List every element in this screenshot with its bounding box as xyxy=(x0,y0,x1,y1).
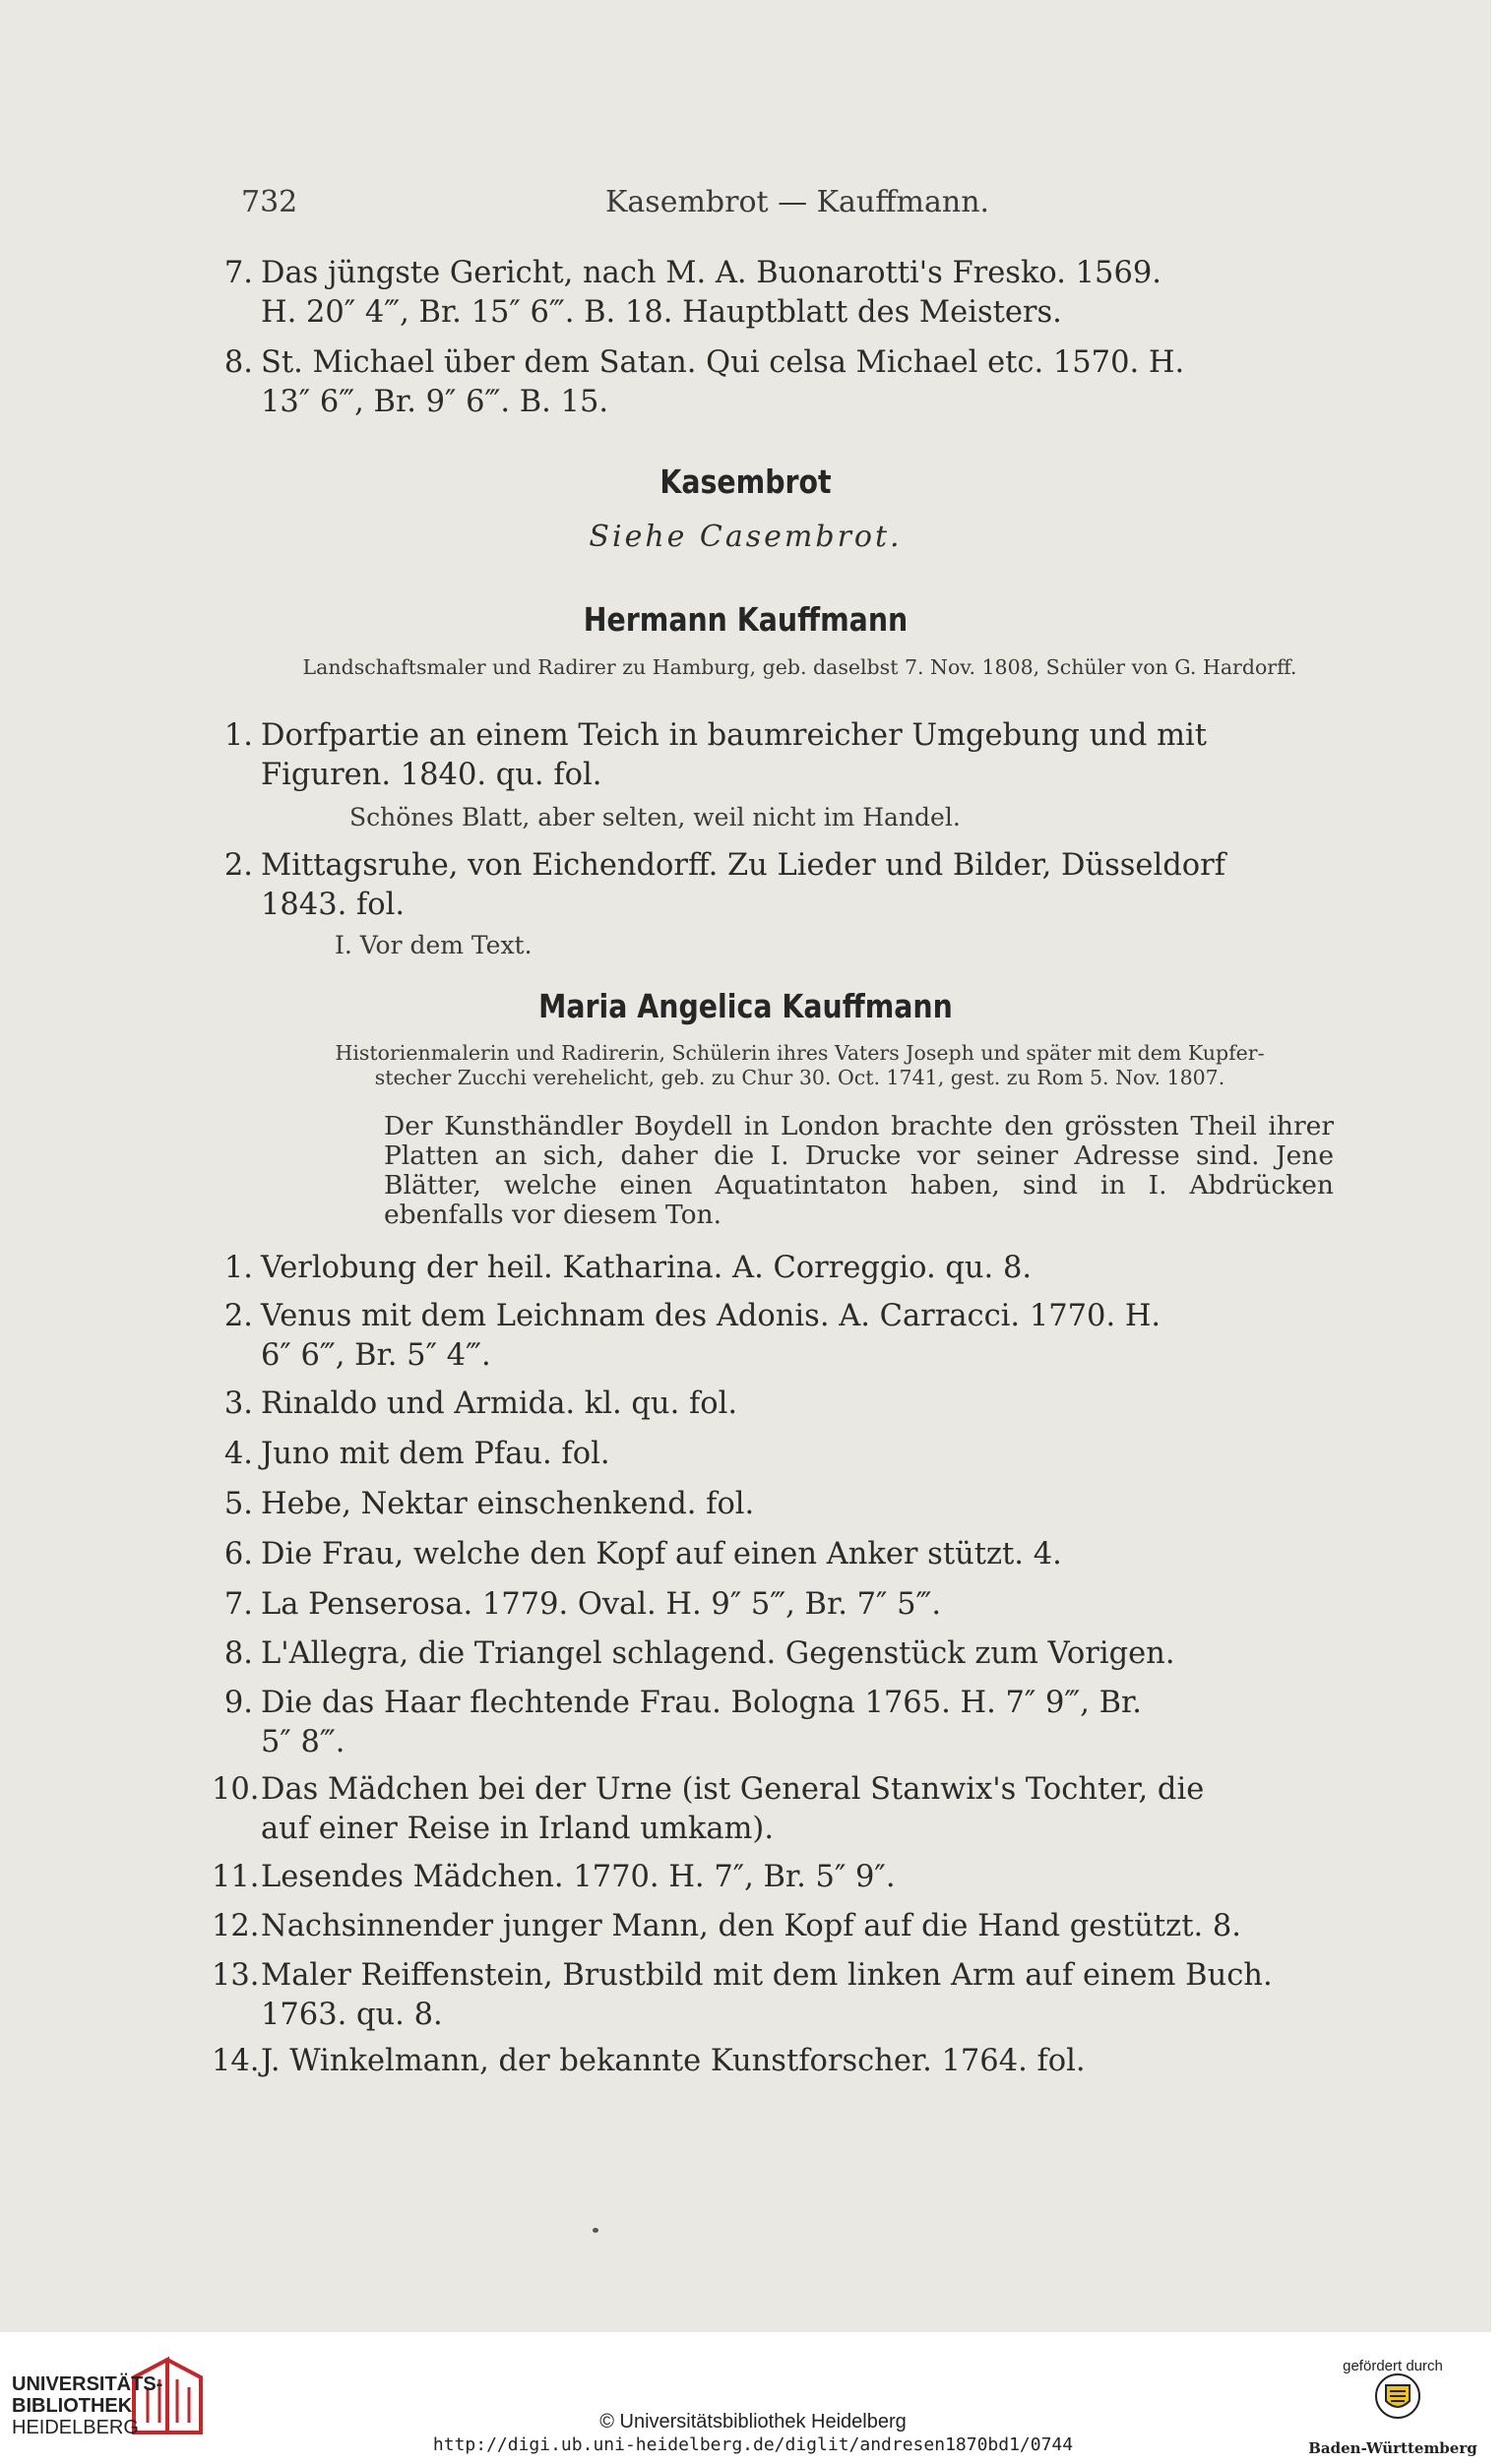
list-item: 12. Nachsinnender junger Mann, den Kopf auf die Hand gestützt. 8. xyxy=(261,1907,1334,1946)
list-item: 1. Dorfpartie an einem Teich in baumreicher Umgebung und mit Figuren. 1840. qu. fol. xyxy=(261,716,1334,795)
list-item: 2. Venus mit dem Leichnam des Adonis. A. Carracci. 1770. H. 6″ 6‴, Br. 5″ 4‴. xyxy=(261,1297,1334,1376)
entry-text: Rinaldo und Armida. kl. qu. fol. xyxy=(261,1386,738,1421)
entry-text: Dorfpartie an einem Teich in baumreicher Umgebung und mit Figuren. 1840. qu. fol. xyxy=(261,718,1208,792)
entry-note: Schönes Blatt, aber selten, weil nicht im Handel. xyxy=(349,803,961,832)
list-item: 5. Hebe, Nektar einschenkend. fol. xyxy=(261,1485,1334,1524)
list-item: 9. Die das Haar flechtende Frau. Bologna 1765. H. 7″ 9‴, Br. 5″ 8‴. xyxy=(261,1684,1334,1762)
list-item: 11. Lesendes Mädchen. 1770. H. 7″, Br. 5″ 9″. xyxy=(261,1858,1334,1897)
section-heading-hermann: Hermann Kauffmann xyxy=(583,600,909,639)
entry-text: Maler Reiffenstein, Brustbild mit dem linken Arm auf einem Buch. 1763. qu. 8. xyxy=(261,1958,1273,2032)
list-item: 1. Verlobung der heil. Katharina. A. Correggio. qu. 8. xyxy=(261,1249,1334,1288)
list-item: 8. St. Michael über dem Satan. Qui celsa Michael etc. 1570. H. 13″ 6‴, Br. 9″ 6‴. B. 15. xyxy=(261,343,1334,422)
copyright-line: © Universitätsbibliothek Heidelberg xyxy=(599,2411,907,2433)
entry-text: Das jüngste Gericht, nach M. A. Buonarotti's Fresko. 1569. H. 20″ 4‴, Br. 15″ 6‴. B. 18. Hauptblatt des Meisters. xyxy=(261,256,1161,330)
entry-text: Mittagsruhe, von Eichendorff. Zu Lieder und Bilder, Düsseldorf 1843. fol. xyxy=(261,848,1225,922)
list-item: 4. Juno mit dem Pfau. fol. xyxy=(261,1435,1334,1474)
entry-text: Die das Haar flechtende Frau. Bologna 1765. H. 7″ 9‴, Br. 5″ 8‴. xyxy=(261,1686,1142,1759)
entry-text: Juno mit dem Pfau. fol. xyxy=(261,1437,610,1471)
entry-text: Hebe, Nektar einschenkend. fol. xyxy=(261,1487,755,1521)
list-item: 3. Rinaldo und Armida. kl. qu. fol. xyxy=(261,1385,1334,1424)
entry-text: Lesendes Mädchen. 1770. H. 7″, Br. 5″ 9″. xyxy=(261,1860,896,1894)
library-wordmark: UNIVERSITÄTS- BIBLIOTHEK HEIDELBERG xyxy=(12,2373,163,2438)
entry-note: I. Vor dem Text. xyxy=(335,931,533,959)
section-heading-angelica: Maria Angelica Kauffmann xyxy=(538,987,953,1025)
entry-text: Das Mädchen bei der Urne (ist General Stanwix's Tochter, die auf einer Reise in Irland umkam). xyxy=(261,1772,1205,1846)
cross-reference: Siehe Casembrot. xyxy=(589,520,903,554)
list-item: 7. La Penserosa. 1779. Oval. H. 9″ 5‴, Br. 7″ 5‴. xyxy=(261,1585,1334,1625)
funding-note: gefördert durch Baden-Württemberg xyxy=(1308,2358,1477,2457)
intro-paragraph: Der Kunsthändler Boydell in London brachte den grössten Theil ihrer Platten an sich, daher die I. Drucke vor seiner Adresse sind. Jene Blätter, welche einen Aquatintaton haben, sind in I. Abdrücken ebenfalls vor diesem Ton. xyxy=(384,1111,1334,1230)
entry-text: La Penserosa. 1779. Oval. H. 9″ 5‴, Br. 7″ 5‴. xyxy=(261,1587,942,1622)
section-heading-kasembrot: Kasembrot xyxy=(659,462,832,501)
running-title: Kasembrot — Kauffmann. xyxy=(605,185,990,219)
list-item: 13. Maler Reiffenstein, Brustbild mit dem linken Arm auf einem Buch. 1763. qu. 8. xyxy=(261,1956,1334,2035)
permalink-url[interactable]: http://digi.ub.uni-heidelberg.de/diglit/andresen1870bd1/0744 xyxy=(432,2434,1074,2455)
artist-bio: Landschaftsmaler und Radirer zu Hamburg, geb. daselbst 7. Nov. 1808, Schüler von G. Hardorff. xyxy=(302,655,1297,679)
entry-text: L'Allegra, die Triangel schlagend. Gegenstück zum Vorigen. xyxy=(261,1636,1175,1671)
entry-text: Venus mit dem Leichnam des Adonis. A. Carracci. 1770. H. 6″ 6‴, Br. 5″ 4‴. xyxy=(261,1299,1161,1373)
list-item: 8. L'Allegra, die Triangel schlagend. Gegenstück zum Vorigen. xyxy=(261,1634,1334,1674)
entry-text: Verlobung der heil. Katharina. A. Correggio. qu. 8. xyxy=(261,1251,1033,1285)
list-item: 6. Die Frau, welche den Kopf auf einen Anker stützt. 4. xyxy=(261,1535,1334,1574)
entry-text: Die Frau, welche den Kopf auf einen Anker stützt. 4. xyxy=(261,1537,1062,1571)
list-item: 2. Mittagsruhe, von Eichendorff. Zu Lieder und Bilder, Düsseldorf 1843. fol. xyxy=(261,846,1334,925)
artist-bio: Historienmalerin und Radirerin, Schülerin ihres Vaters Joseph und später mit dem Kupfer- stecher Zucchi verehelicht, geb. zu Chur 30. Oct. 1741, gest. zu Rom 5. Nov. 1807. xyxy=(335,1041,1265,1089)
entry-text: J. Winkelmann, der bekannte Kunstforscher. 1764. fol. xyxy=(261,2044,1086,2078)
list-item: 7. Das jüngste Gericht, nach M. A. Buonarotti's Fresko. 1569. H. 20″ 4‴, Br. 15″ 6‴. B. 18. Hauptblatt des Meisters. xyxy=(261,254,1334,333)
list-item: 14. J. Winkelmann, der bekannte Kunstforscher. 1764. fol. xyxy=(261,2042,1334,2081)
page-number: 732 xyxy=(241,185,298,219)
list-item: 10. Das Mädchen bei der Urne (ist General Stanwix's Tochter, die auf einer Reise in Irland umkam). xyxy=(261,1770,1334,1849)
ink-speck xyxy=(593,2228,598,2233)
entry-text: Nachsinnender junger Mann, den Kopf auf die Hand gestützt. 8. xyxy=(261,1909,1241,1943)
entry-text: St. Michael über dem Satan. Qui celsa Michael etc. 1570. H. 13″ 6‴, Br. 9″ 6‴. B. 15. xyxy=(261,345,1185,419)
